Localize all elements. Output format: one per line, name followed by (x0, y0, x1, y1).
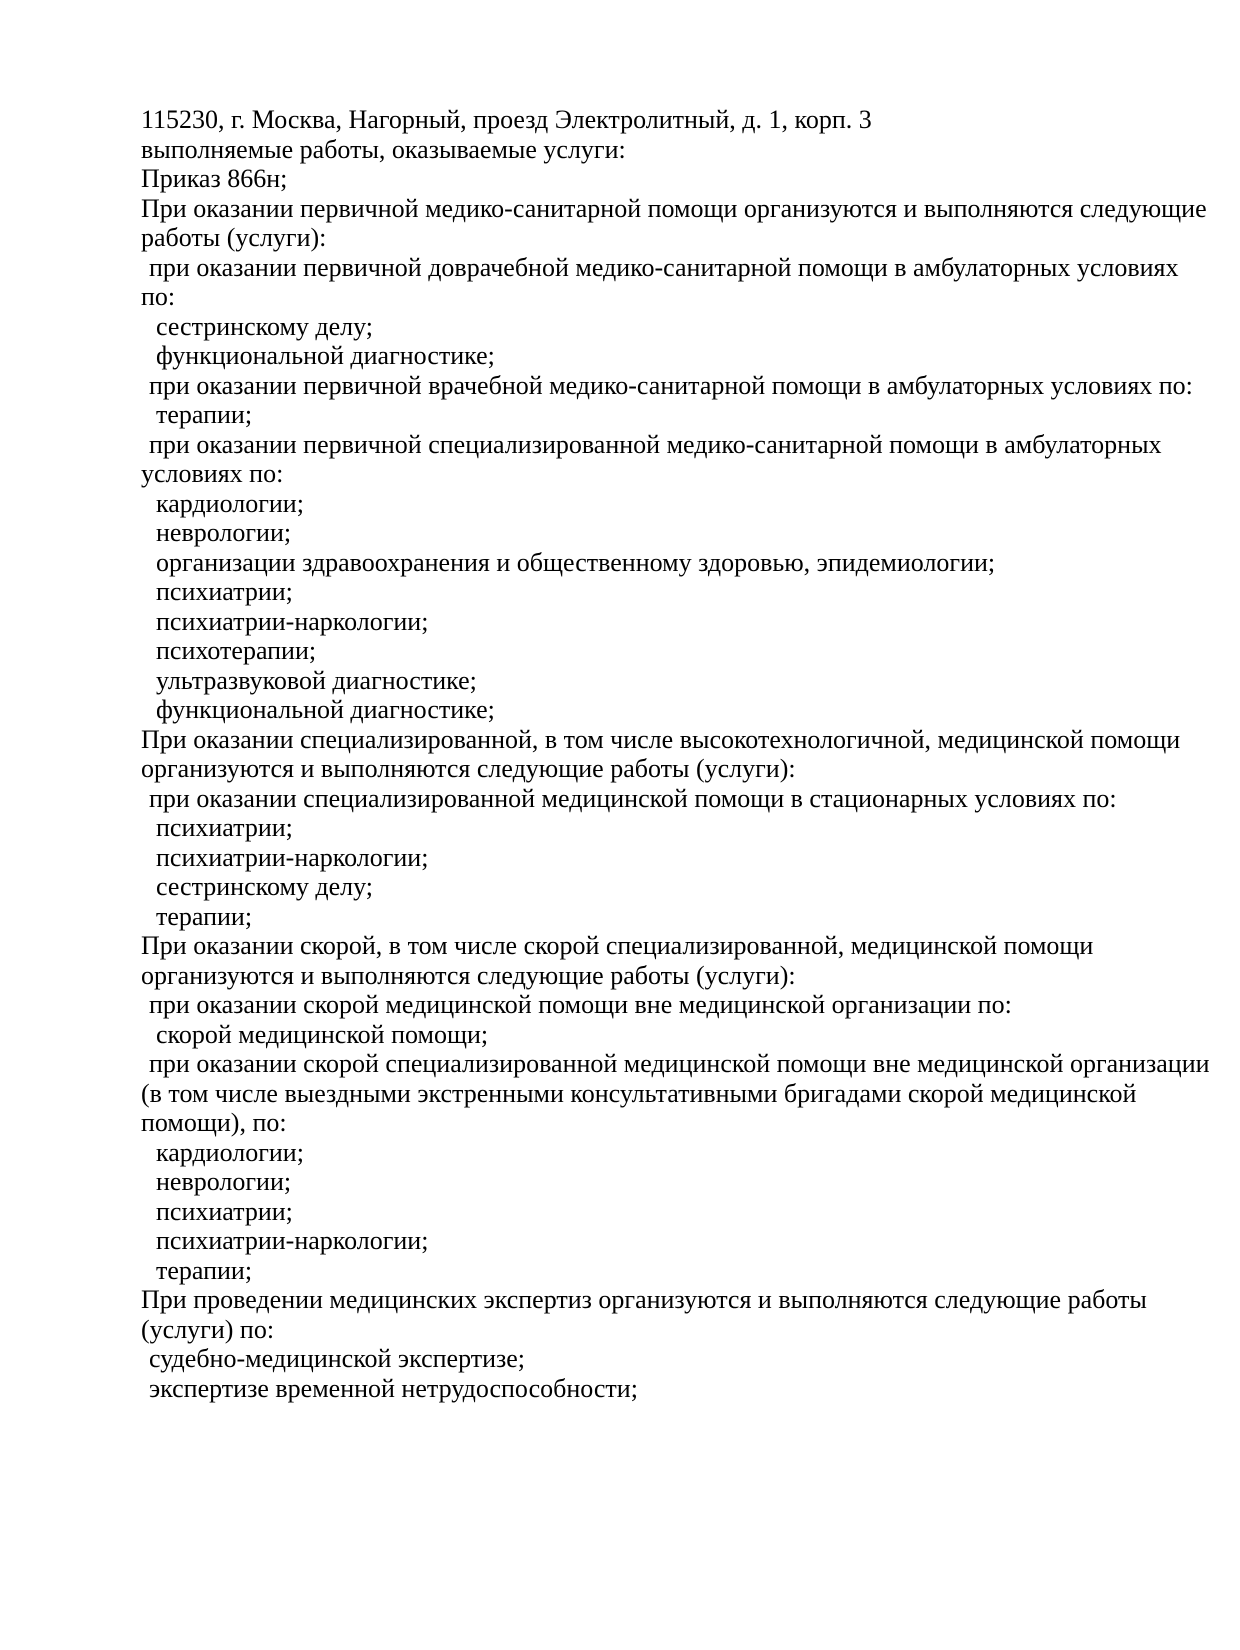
text-line: терапии; (156, 901, 253, 931)
text-line: (услуги) по: (141, 1314, 275, 1344)
text-line: функциональной диагностике; (156, 341, 495, 370)
text-line: организации здравоохранения и общественному здоровью, эпидемиологии; (156, 547, 996, 577)
text-line: при оказании скорой специализированной медицинской помощи вне медицинской организации (149, 1049, 1210, 1078)
text-line: неврологии; (156, 518, 292, 547)
text-line: при оказании первичной врачебной медико-санитарной помощи в амбулаторных условиях по: (149, 370, 1193, 400)
text-line: (в том числе выездными экстренными консультативными бригадами скорой медицинской (141, 1078, 1137, 1108)
text-line: по: (141, 282, 176, 311)
text-line: психиатрии; (156, 813, 293, 842)
text-line: функциональной диагностике; (156, 695, 495, 724)
text-line: организуются и выполняются следующие работы (услуги): (141, 960, 796, 990)
text-line: При оказании специализированной, в том числе высокотехнологичной, медицинской помощи (141, 724, 1181, 754)
text-line: психиатрии; (156, 577, 293, 606)
text-line: помощи), по: (141, 1108, 287, 1137)
text-line: работы (услуги): (141, 223, 327, 252)
text-line: сестринскому делу; (156, 311, 374, 341)
text-line: выполняемые работы, оказываемые услуги: (141, 134, 626, 164)
text-line: терапии; (156, 400, 253, 429)
text-line: психиатрии-наркологии; (156, 842, 429, 872)
text-line: кардиологии; (156, 488, 304, 518)
text-line: При оказании скорой, в том числе скорой специализированной, медицинской помощи (141, 931, 1094, 960)
text-line: при оказании специализированной медицинской помощи в стационарных условиях по: (149, 783, 1117, 813)
text-line: При оказании первичной медико-санитарной помощи организуются и выполняются следующие (141, 193, 1207, 223)
text-line: ультразвуковой диагностике; (156, 665, 477, 695)
text-line: психиатрии-наркологии; (156, 606, 429, 636)
text-line: психиатрии-наркологии; (156, 1226, 429, 1255)
text-line: 115230, г. Москва, Нагорный, проезд Электролитный, д. 1, корп. 3 (141, 105, 872, 134)
text-line: при оказании первичной специализированной медико-санитарной помощи в амбулаторных (149, 429, 1162, 459)
text-line: организуются и выполняются следующие работы (услуги): (141, 754, 796, 783)
text-line: Приказ 866н; (141, 164, 288, 193)
text-line: кардиологии; (156, 1137, 304, 1167)
text-line: При проведении медицинских экспертиз организуются и выполняются следующие работы (141, 1285, 1147, 1314)
text-line: психотерапии; (156, 636, 317, 665)
text-line: терапии; (156, 1255, 253, 1285)
text-line: экспертизе временной нетрудоспособности; (149, 1373, 638, 1403)
license-works-text-block (141, 105, 1210, 1403)
text-line: судебно-медицинской экспертизе; (149, 1344, 526, 1373)
text-line: сестринскому делу; (156, 872, 374, 901)
text-line: при оказании первичной доврачебной медико-санитарной помощи в амбулаторных условиях (149, 252, 1179, 282)
text-line: условиях по: (141, 459, 284, 488)
text-line: при оказании скорой медицинской помощи вне медицинской организации по: (149, 990, 1012, 1019)
text-line: неврологии; (156, 1167, 292, 1196)
text-line: скорой медицинской помощи; (156, 1019, 489, 1049)
text-line: психиатрии; (156, 1196, 293, 1226)
